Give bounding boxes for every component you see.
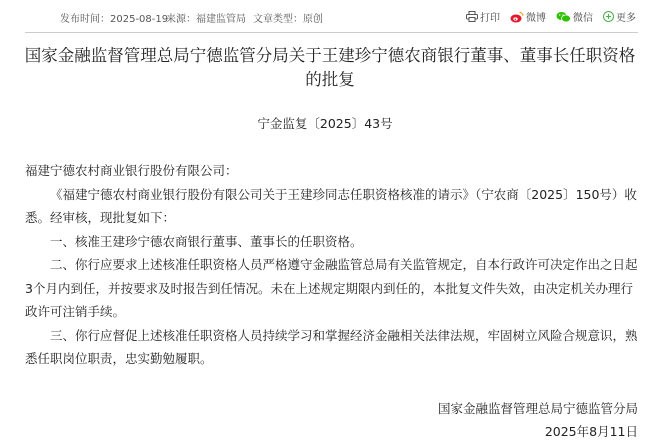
approval-item-3: 三、你行应督促上述核准任职资格人员持续学习和掌握经济金融相关法律法规，牢固树立风险合规意识，熟悉任职岗位职责，忠实勤勉履职。 [25, 327, 638, 366]
article-type: 文章类型：原创 [253, 14, 323, 25]
wechat-icon [556, 11, 571, 23]
document-number: 宁金监复〔2025〕43号 [257, 116, 393, 131]
printer-icon [466, 11, 478, 22]
print-label: 打印 [480, 13, 500, 24]
request-paragraph: 《福建宁德农村商业银行股份有限公司关于王建珍同志任职资格核准的请示》（宁农商〔2025〕150号）收悉。经审核，现批复如下： [25, 186, 637, 225]
article-meta-bar [0, 0, 650, 32]
salutation: 福建宁德农村商业银行股份有限公司： [25, 163, 238, 178]
print-button[interactable] [466, 9, 500, 24]
header-divider [25, 32, 638, 33]
signature-date: 2025年8月11日 [544, 424, 638, 439]
wechat-label: 微信 [573, 13, 593, 24]
share-toolbar [466, 9, 636, 24]
page-title: 国家金融监督管理总局宁德监管分局关于王建珍宁德农商银行董事、董事长任职资格的批复 [24, 46, 636, 89]
approval-item-1: 一、核准王建珍宁德农商银行董事、董事长的任职资格。 [50, 233, 363, 249]
weibo-icon [510, 11, 524, 23]
weibo-share-button[interactable] [510, 9, 546, 24]
document-body [25, 159, 639, 371]
plus-circle-icon [603, 11, 614, 22]
wechat-share-button[interactable] [556, 9, 593, 24]
more-label: 更多 [616, 13, 636, 24]
approval-item-2: 二、你行应要求上述核准任职资格人员严格遵守金融监管总局有关监管规定，自本行政许可决定作出之日起3个月内到任，并按要求及时报告到任情况。未在上述规定期限内到任的，本批复文件失效，由决定机关办理行政许可注销手续。 [25, 257, 638, 319]
article-source: 来源：福建监管局 [166, 14, 246, 25]
weibo-label: 微博 [526, 13, 546, 24]
signature-org: 国家金融监督管理总局宁德监管分局 [437, 401, 638, 416]
publish-date: 发布时间：2025-08-19 [60, 14, 169, 25]
more-share-button[interactable] [603, 9, 636, 24]
